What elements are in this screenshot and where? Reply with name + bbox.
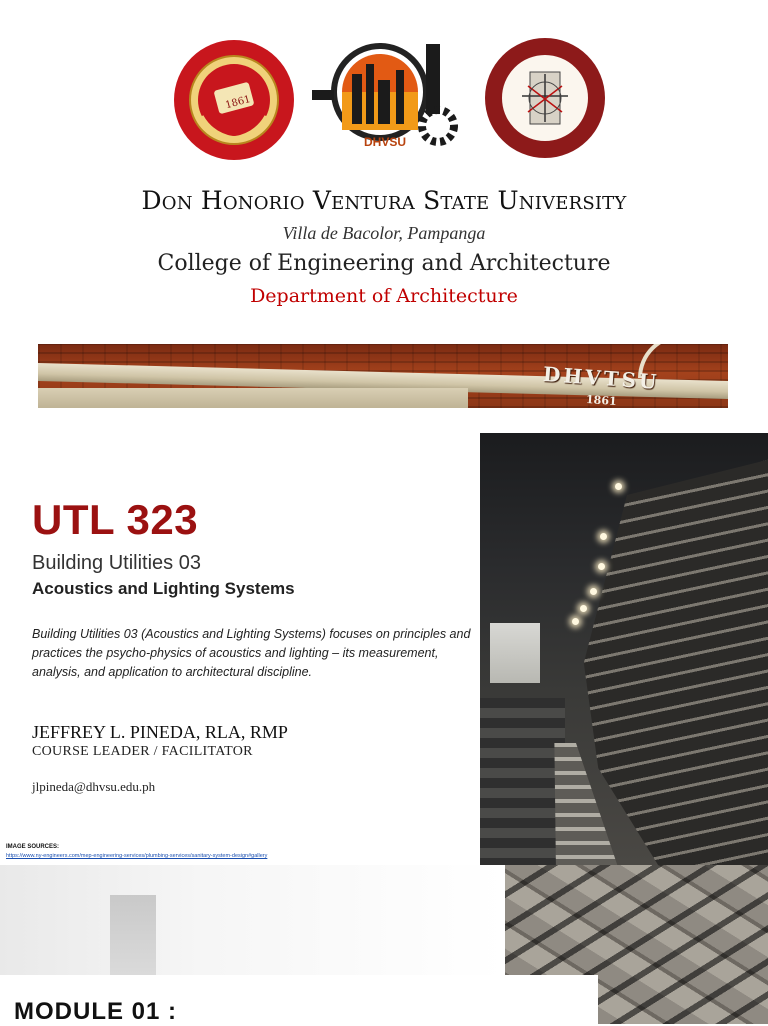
image-sources-link[interactable]: https://www.ny-engineers.com/mep-engineering-services/plumbing-services/sanitary-system-design#gallery	[6, 853, 268, 859]
university-location: Villa de Bacolor, Pampanga	[282, 223, 486, 243]
auditorium-photo	[480, 433, 768, 865]
foggy-tower-image	[0, 865, 505, 975]
department-name: Department of Architecture	[250, 285, 518, 307]
image-sources-label: IMAGE SOURCES:	[6, 844, 60, 850]
building-facade-text: DHVTSU	[542, 361, 661, 395]
module-heading: MODULE 01 :	[14, 998, 178, 1025]
instructor-name: JEFFREY L. PINEDA, RLA, RMP	[32, 722, 288, 742]
college-logo-abbr: DHVSU	[364, 135, 407, 149]
course-description: Building Utilities 03 (Acoustics and Lighting Systems) focuses on principles and practices the psycho-physics of acoustics and lighting – its measurement, analysis, and application to architectural discipline.	[32, 627, 471, 679]
college-logo	[308, 34, 460, 156]
course-code: UTL 323	[32, 496, 199, 543]
seal-year: 1861	[224, 94, 252, 112]
building-facade-year: 1861	[585, 392, 618, 408]
university-name: Don Honorio Ventura State University	[141, 186, 627, 215]
course-subtitle: Acoustics and Lighting Systems	[32, 579, 295, 598]
course-title: Building Utilities 03	[32, 552, 201, 574]
instructor-email[interactable]: jlpineda@dhvsu.edu.ph	[32, 779, 156, 794]
department-seal-logo	[484, 36, 606, 160]
instructor-role: COURSE LEADER / FACILITATOR	[32, 744, 253, 759]
university-seal-logo	[172, 38, 296, 162]
college-name: College of Engineering and Architecture	[157, 251, 611, 276]
building-banner-image	[38, 344, 728, 408]
